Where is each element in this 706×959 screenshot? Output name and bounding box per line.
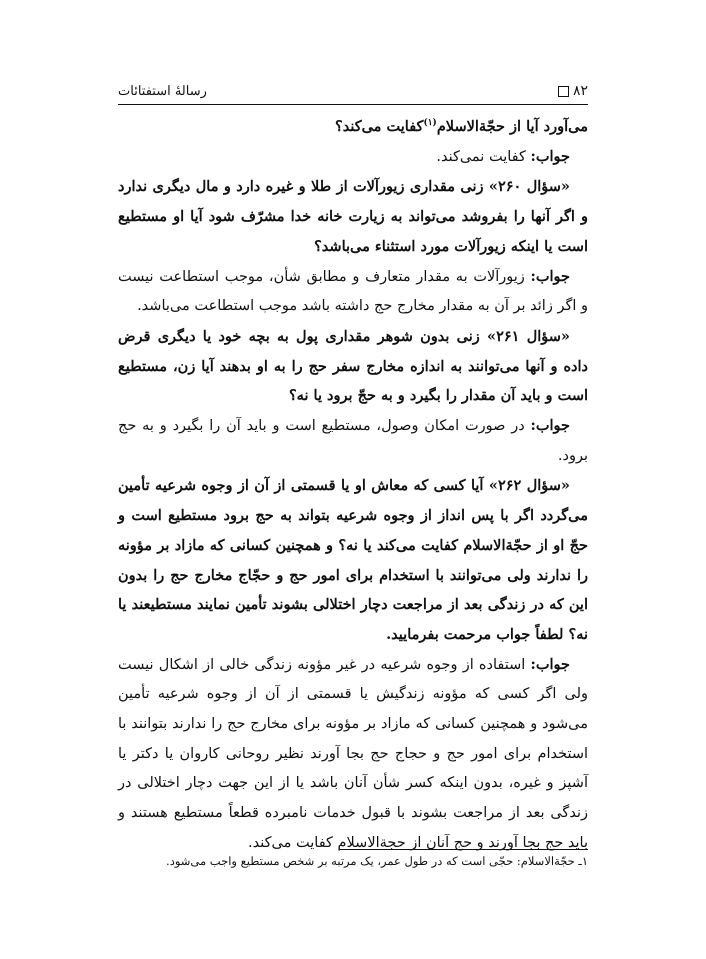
answer-text: کفایت نمی‌کند. [436, 148, 531, 165]
footnote-rule [340, 849, 588, 850]
answer-text: استفاده از وجوه شرعیه در غیر مؤونه زندگی خالی از اشکال نیست ولی اگر کسی که مؤونه زندگیش یا قسمتی از آن از وجوه شرعیه تأمین می‌شود و همچنین کسانی که مازاد بر مؤونه برای مخارج حج را ندارند بتوانند با استخدام برای امور حج و حجاج حج بجا آورند نظیر روحانی کاروان یا دکتر یا آشپز و غیره، بدون اینکه کسر شأن آنان باشد یا از این جهت دچار اختلالی در زندگی بعد از مراجعت بشوند با قبول خدمات نامبرده قطعاً مستطیع هستند و باید حج بجا آورند و حج آنان از حجةالاسلام کفایت می‌کند. [118, 656, 588, 851]
footnote-ref: (۱) [423, 118, 437, 129]
intro-question: می‌آورد آیا از حجّةالاسلام$^{(۱)}$کفایت می‌کند؟ [335, 118, 588, 135]
answer-label: جواب: [530, 417, 570, 435]
answer-262 [118, 650, 588, 859]
question-262: «سؤال ۲۶۲» آیا کسی که معاش او یا قسمتی از آن از وجوه شرعیه تأمین می‌گردد اگر با پس انداز از وجوه شرعیه بتواند به حج برود مستطیع است و حجّ او از حجّةالاسلام کفایت می‌کند یا نه؟ و همچنین کسانی که مازاد بر مؤونه را ندارند ولی می‌توانند با استخدام برای امور حج و حجّاج مخارج حج را بدون این که در زندگی بعد از مراجعت دچار اختلالی بشوند تأمین نمایند مستطیعند یا نه؟ لطفاً جواب مرحمت بفرمایید. [118, 477, 588, 643]
page-number-group [558, 83, 588, 99]
answer-261 [118, 411, 588, 471]
page-body [118, 112, 588, 859]
answer-0 [118, 142, 588, 173]
header-rule [118, 104, 588, 105]
footnote: ۱ـ حجّةالاسلام: حجّی است که در طول عمر، یک مرتبه بر شخص مستطیع واجب می‌شود. [166, 854, 588, 868]
answer-label: جواب: [530, 267, 570, 285]
question-261: «سؤال ۲۶۱» زنی بدون شوهر مقداری پول به بچه خود یا دیگری قرض داده و آنها می‌توانند به اندازه مخارج سفر حج را به او بدهند آیا زن، مستطیع است و باید آن مقدار را بگیرد و به حجّ برود یا نه؟ [118, 327, 588, 405]
answer-label: جواب: [530, 655, 570, 673]
answer-text: در صورت امکان وصول، مستطیع است و باید آن را بگیرد و به حج برود. [118, 418, 588, 464]
question-260: «سؤال ۲۶۰» زنی مقداری زیورآلات از طلا و غیره دارد و مال دیگری ندارد و اگر آنها را بفروشد می‌تواند به زیارت خانه خدا مشرّف شود آیا او مستطیع است یا اینکه زیورآلات مورد استثناء می‌باشد؟ [118, 178, 588, 255]
answer-260 [118, 262, 588, 322]
running-title: رسالۀ استفتائات [118, 83, 207, 99]
square-bullet-icon [558, 86, 569, 97]
page-header [118, 78, 588, 104]
answer-label: جواب: [530, 147, 570, 165]
answer-text: زیورآلات به مقدار متعارف و مطابق شأن، موجب استطاعت نیست و اگر زائد بر آن به مقدار مخارج حج داشته باشد موجب استطاعت می‌باشد. [118, 268, 588, 315]
page-number: ۸۲ [572, 83, 588, 99]
